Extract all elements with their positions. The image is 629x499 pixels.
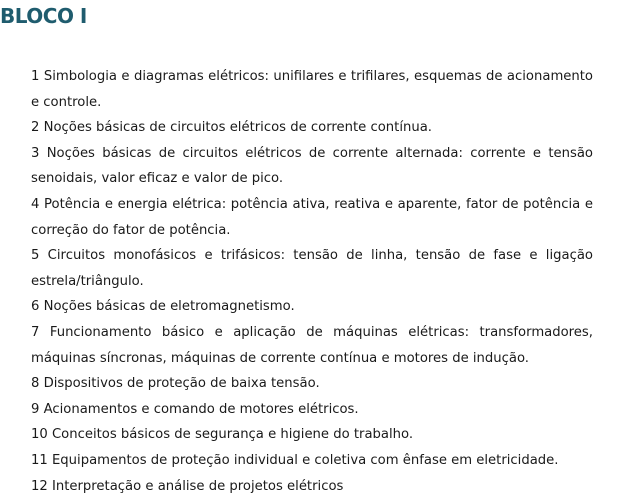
topic-item: 9 Acionamentos e comando de motores elétricos. — [31, 401, 359, 417]
section-heading: BLOCO I — [0, 4, 87, 28]
topic-item: 7 Funcionamento básico e aplicação de máquinas elétricas: transformadores, máquinas síncronas, máquinas de corrente contínua e motores de indução. — [31, 324, 593, 366]
topic-item: 6 Noções básicas de eletromagnetismo. — [31, 299, 295, 315]
topic-item: 4 Potência e energia elétrica: potência ativa, reativa e aparente, fator de potência e correção do fator de potência. — [31, 196, 593, 238]
topic-item: 8 Dispositivos de proteção de baixa tensão. — [31, 376, 320, 392]
topic-item: 1 Simbologia e diagramas elétricos: unifilares e trifilares, esquemas de acionamento e controle. — [31, 69, 593, 110]
topic-list — [31, 64, 593, 499]
topic-item: 5 Circuitos monofásicos e trifásicos: tensão de linha, tensão de fase e ligação estrela/triângulo. — [31, 248, 593, 289]
topic-item: 12 Interpretação e análise de projetos elétricos — [31, 478, 344, 494]
topic-item: 2 Noções básicas de circuitos elétricos de corrente contínua. — [31, 120, 432, 136]
topic-item: 10 Conceitos básicos de segurança e higiene do trabalho. — [31, 427, 414, 443]
topic-item: 11 Equipamentos de proteção individual e coletiva com ênfase em eletricidade. — [31, 452, 559, 468]
topic-item: 3 Noções básicas de circuitos elétricos de corrente alternada: corrente e tensão senoidais, valor eficaz e valor de pico. — [31, 145, 593, 187]
